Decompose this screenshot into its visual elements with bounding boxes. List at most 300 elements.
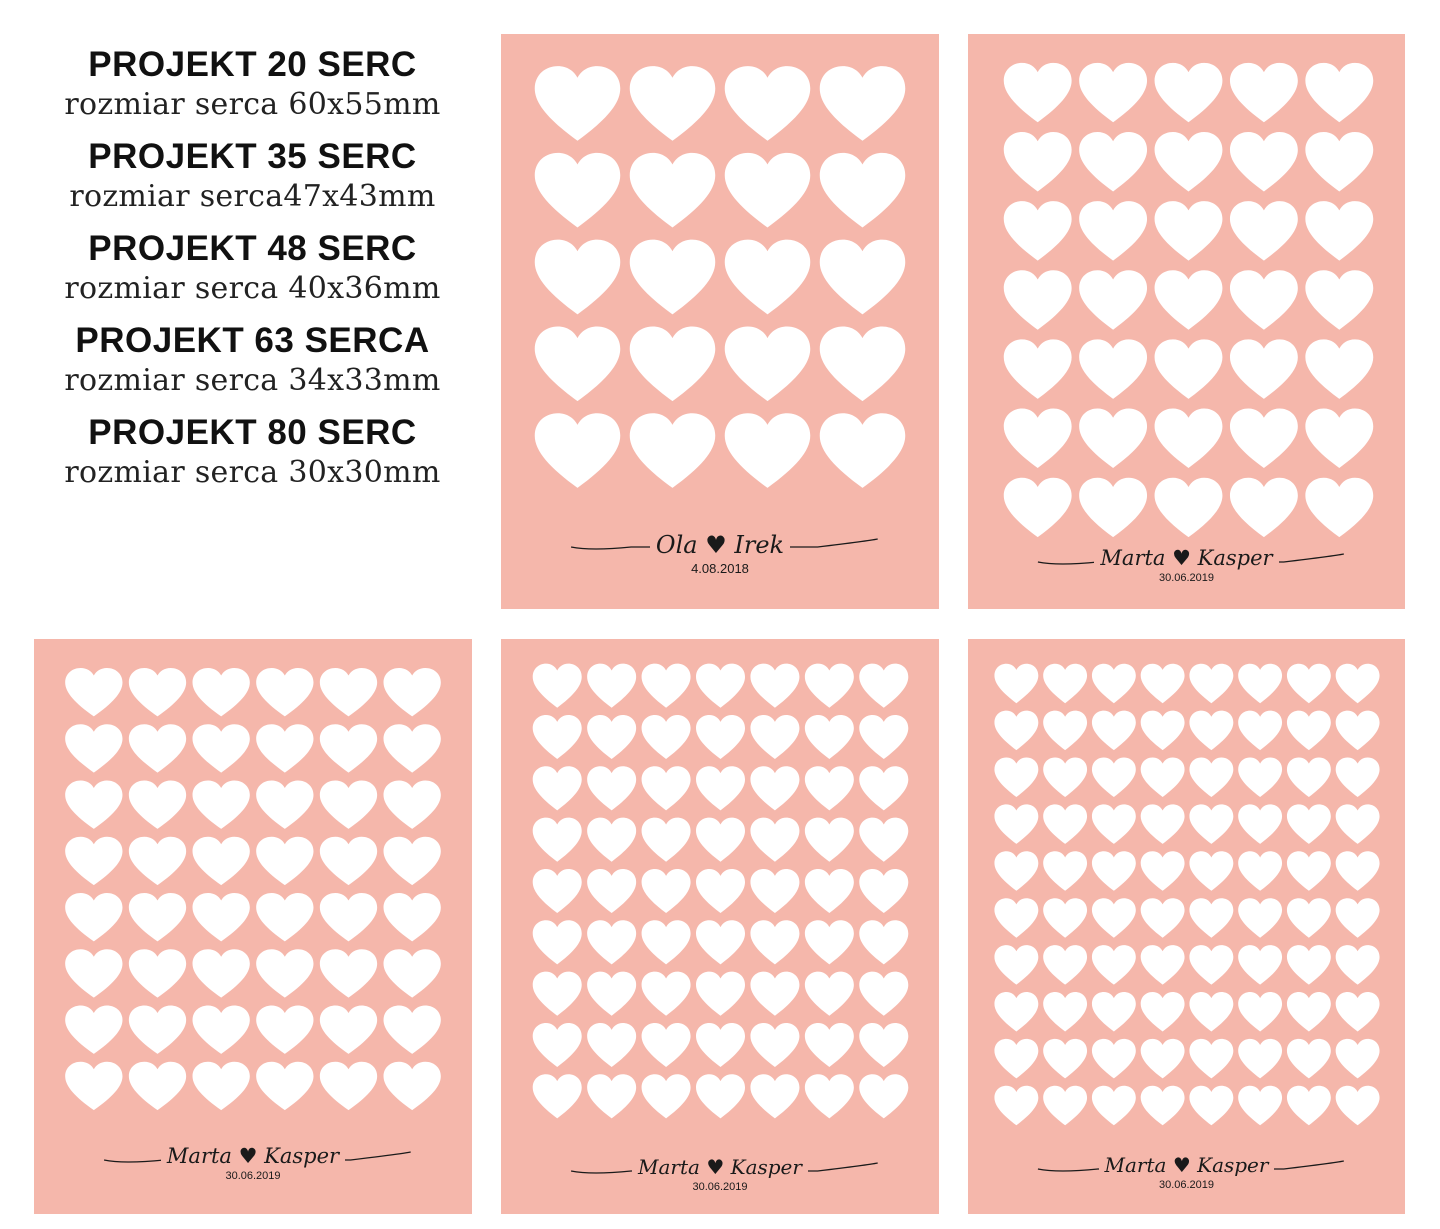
name-1: Marta	[166, 1144, 232, 1168]
name-1: Marta	[638, 1155, 700, 1179]
heart-shape	[1004, 478, 1072, 537]
heart-shape	[320, 780, 377, 828]
heart-shape	[1004, 63, 1072, 122]
heart-shape	[1155, 270, 1223, 329]
heart-shape	[256, 949, 313, 997]
heart-shape	[750, 920, 799, 964]
small-heart-icon: ♥	[705, 531, 727, 559]
heart-shape	[1238, 758, 1282, 797]
heart-shape	[859, 972, 908, 1016]
heart-shape	[1238, 664, 1282, 703]
heart-shape	[1287, 945, 1331, 984]
heart-shape	[1141, 851, 1185, 890]
heart-shape	[1305, 339, 1373, 398]
heart-shape	[1092, 758, 1136, 797]
heart-shape	[1189, 664, 1233, 703]
heart-shape	[320, 949, 377, 997]
heart-shape	[1230, 201, 1298, 260]
heart-shape	[256, 1062, 313, 1110]
heart-shape	[1305, 201, 1373, 260]
project-title: PROJEKT 48 SERC	[88, 229, 417, 268]
heart-shape	[1004, 339, 1072, 398]
heart-shape	[859, 869, 908, 913]
heart-shape	[193, 668, 250, 716]
couple-names	[161, 1144, 345, 1168]
heart-shape	[193, 724, 250, 772]
poster-20-hearts	[501, 34, 939, 609]
heart-shape	[750, 1074, 799, 1118]
heart-shape	[1141, 898, 1185, 937]
heart-shape	[805, 920, 854, 964]
heart-shape	[1092, 898, 1136, 937]
heart-shape	[805, 818, 854, 862]
name-2: Kasper	[1197, 546, 1273, 570]
heart-shape	[193, 949, 250, 997]
small-heart-icon: ♥	[238, 1144, 258, 1168]
heart-shape	[1079, 63, 1147, 122]
project-title: PROJEKT 35 SERC	[88, 137, 417, 176]
heart-shape	[994, 711, 1038, 750]
heart-shape	[750, 869, 799, 913]
heart-shape	[1141, 758, 1185, 797]
heart-shape	[1092, 851, 1136, 890]
heart-shape	[129, 837, 186, 885]
heart-shape	[1287, 1086, 1331, 1125]
heart-shape	[642, 664, 691, 708]
heart-shape	[994, 992, 1038, 1031]
heart-shape	[750, 715, 799, 759]
heart-shape	[820, 326, 906, 401]
heart-shape	[1092, 945, 1136, 984]
heart-shape	[1004, 409, 1072, 468]
project-35	[30, 136, 475, 216]
heart-shape	[805, 869, 854, 913]
signature	[34, 1144, 472, 1182]
heart-shape	[1155, 63, 1223, 122]
heart-shape	[1141, 945, 1185, 984]
heart-shape	[1092, 804, 1136, 843]
heart-shape	[1287, 898, 1331, 937]
heart-shape	[320, 893, 377, 941]
heart-shape	[1336, 1039, 1380, 1078]
heart-shape	[1079, 201, 1147, 260]
heart-shape	[129, 1062, 186, 1110]
heart-shape	[320, 1062, 377, 1110]
heart-shape	[193, 1062, 250, 1110]
heart-shape	[193, 780, 250, 828]
project-size: rozmiar serca 34x33mm	[64, 363, 441, 398]
heart-shape	[384, 724, 441, 772]
name-2: Kasper	[264, 1144, 340, 1168]
heart-shape	[805, 766, 854, 810]
heart-shape	[696, 818, 745, 862]
heart-shape	[1238, 1086, 1282, 1125]
heart-shape	[642, 1074, 691, 1118]
heart-shape	[1079, 132, 1147, 191]
heart-shape	[384, 1005, 441, 1053]
heart-shape	[820, 153, 906, 228]
heart-shape	[384, 1062, 441, 1110]
heart-shape	[587, 920, 636, 964]
name-2: Kasper	[1197, 1153, 1269, 1177]
project-title: PROJEKT 20 SERC	[88, 45, 417, 84]
heart-grid	[34, 639, 472, 1214]
heart-shape	[533, 972, 582, 1016]
wedding-date: 30.06.2019	[225, 1170, 281, 1182]
wedding-date: 30.06.2019	[1158, 1179, 1215, 1191]
heart-shape	[1336, 945, 1380, 984]
heart-shape	[1079, 339, 1147, 398]
heart-shape	[384, 949, 441, 997]
heart-shape	[1238, 945, 1282, 984]
heart-shape	[587, 715, 636, 759]
project-list	[30, 44, 475, 492]
couple-names	[1094, 546, 1278, 570]
heart-shape	[642, 869, 691, 913]
heart-shape	[696, 1074, 745, 1118]
heart-shape	[1141, 711, 1185, 750]
heart-shape	[587, 664, 636, 708]
heart-shape	[725, 153, 811, 228]
name-2: Irek	[734, 531, 785, 559]
heart-shape	[587, 972, 636, 1016]
heart-shape	[725, 66, 811, 141]
heart-shape	[1043, 1086, 1087, 1125]
name-2: Kasper	[730, 1155, 802, 1179]
heart-grid	[501, 639, 939, 1214]
heart-shape	[1287, 758, 1331, 797]
signature	[501, 531, 939, 576]
heart-shape	[384, 668, 441, 716]
heart-shape	[256, 893, 313, 941]
heart-shape	[859, 766, 908, 810]
heart-shape	[630, 413, 716, 488]
project-48	[30, 228, 475, 308]
heart-shape	[1336, 851, 1380, 890]
heart-shape	[725, 326, 811, 401]
poster-48-hearts	[34, 639, 472, 1214]
project-size: rozmiar serca47x43mm	[69, 179, 436, 214]
heart-shape	[533, 818, 582, 862]
heart-grid	[968, 639, 1405, 1214]
heart-shape	[1043, 804, 1087, 843]
heart-shape	[1004, 270, 1072, 329]
heart-shape	[535, 66, 621, 141]
heart-shape	[65, 1062, 122, 1110]
heart-shape	[320, 724, 377, 772]
heart-shape	[129, 724, 186, 772]
heart-shape	[320, 837, 377, 885]
heart-shape	[320, 668, 377, 716]
heart-shape	[750, 818, 799, 862]
project-20	[30, 44, 475, 124]
heart-shape	[1189, 851, 1233, 890]
heart-shape	[1092, 711, 1136, 750]
heart-shape	[65, 837, 122, 885]
heart-shape	[384, 780, 441, 828]
heart-shape	[642, 715, 691, 759]
heart-shape	[630, 66, 716, 141]
heart-shape	[65, 668, 122, 716]
heart-shape	[805, 664, 854, 708]
heart-shape	[65, 724, 122, 772]
heart-shape	[696, 920, 745, 964]
heart-shape	[1305, 409, 1373, 468]
heart-shape	[1287, 804, 1331, 843]
heart-shape	[994, 851, 1038, 890]
heart-shape	[1305, 132, 1373, 191]
heart-shape	[256, 724, 313, 772]
heart-shape	[587, 766, 636, 810]
heart-shape	[1141, 804, 1185, 843]
heart-shape	[533, 1023, 582, 1067]
poster-80-hearts	[968, 639, 1405, 1214]
signature	[968, 1153, 1405, 1191]
heart-shape	[1336, 711, 1380, 750]
heart-shape	[1043, 945, 1087, 984]
project-80	[30, 412, 475, 492]
small-heart-icon: ♥	[1172, 546, 1191, 570]
heart-shape	[1155, 478, 1223, 537]
heart-shape	[1238, 992, 1282, 1031]
heart-shape	[1230, 63, 1298, 122]
heart-shape	[256, 668, 313, 716]
wedding-date: 4.08.2018	[691, 561, 749, 576]
heart-shape	[820, 240, 906, 315]
heart-shape	[642, 1023, 691, 1067]
heart-shape	[1305, 63, 1373, 122]
heart-shape	[193, 837, 250, 885]
project-63	[30, 320, 475, 400]
heart-shape	[859, 715, 908, 759]
heart-shape	[587, 869, 636, 913]
heart-shape	[630, 153, 716, 228]
heart-shape	[129, 668, 186, 716]
heart-shape	[193, 893, 250, 941]
couple-names	[632, 1155, 808, 1179]
heart-shape	[994, 945, 1038, 984]
heart-shape	[725, 240, 811, 315]
heart-shape	[1155, 339, 1223, 398]
signature	[501, 1155, 939, 1193]
heart-shape	[642, 818, 691, 862]
heart-shape	[1336, 804, 1380, 843]
heart-shape	[1336, 992, 1380, 1031]
heart-shape	[750, 972, 799, 1016]
heart-shape	[1043, 898, 1087, 937]
heart-shape	[65, 780, 122, 828]
heart-shape	[1079, 270, 1147, 329]
heart-shape	[1230, 478, 1298, 537]
heart-shape	[1230, 270, 1298, 329]
heart-shape	[696, 715, 745, 759]
heart-shape	[1043, 664, 1087, 703]
heart-shape	[859, 1074, 908, 1118]
heart-shape	[256, 780, 313, 828]
heart-shape	[535, 240, 621, 315]
heart-shape	[587, 1023, 636, 1067]
heart-shape	[859, 664, 908, 708]
heart-grid	[501, 34, 939, 609]
heart-shape	[1189, 1039, 1233, 1078]
heart-shape	[65, 949, 122, 997]
heart-shape	[256, 1005, 313, 1053]
heart-shape	[1189, 1086, 1233, 1125]
couple-names	[650, 531, 790, 559]
heart-shape	[696, 1023, 745, 1067]
heart-shape	[256, 837, 313, 885]
heart-grid	[968, 34, 1405, 609]
heart-shape	[750, 664, 799, 708]
heart-shape	[1230, 339, 1298, 398]
heart-shape	[1155, 201, 1223, 260]
poster-63-hearts	[501, 639, 939, 1214]
heart-shape	[535, 413, 621, 488]
heart-shape	[533, 920, 582, 964]
heart-shape	[696, 664, 745, 708]
small-heart-icon: ♥	[706, 1155, 725, 1179]
project-size: rozmiar serca 60x55mm	[64, 87, 441, 122]
heart-shape	[1141, 1039, 1185, 1078]
heart-shape	[994, 898, 1038, 937]
heart-shape	[1092, 664, 1136, 703]
heart-shape	[1189, 804, 1233, 843]
heart-shape	[1238, 898, 1282, 937]
heart-shape	[1141, 1086, 1185, 1125]
heart-shape	[1189, 898, 1233, 937]
heart-shape	[750, 1023, 799, 1067]
heart-shape	[1004, 132, 1072, 191]
heart-shape	[1336, 664, 1380, 703]
heart-shape	[320, 1005, 377, 1053]
heart-shape	[994, 758, 1038, 797]
heart-shape	[642, 972, 691, 1016]
heart-shape	[129, 780, 186, 828]
heart-shape	[384, 893, 441, 941]
heart-shape	[630, 326, 716, 401]
heart-shape	[533, 1074, 582, 1118]
heart-shape	[1230, 132, 1298, 191]
heart-shape	[533, 766, 582, 810]
heart-shape	[65, 893, 122, 941]
heart-shape	[1287, 1039, 1331, 1078]
heart-shape	[1043, 1039, 1087, 1078]
heart-shape	[1336, 1086, 1380, 1125]
heart-shape	[1043, 711, 1087, 750]
heart-shape	[1141, 992, 1185, 1031]
wedding-date: 30.06.2019	[692, 1181, 748, 1193]
heart-shape	[1238, 804, 1282, 843]
heart-shape	[1043, 758, 1087, 797]
heart-shape	[630, 240, 716, 315]
heart-shape	[1189, 945, 1233, 984]
heart-shape	[1043, 992, 1087, 1031]
heart-shape	[994, 664, 1038, 703]
heart-shape	[1155, 132, 1223, 191]
name-1: Ola	[655, 531, 698, 559]
heart-shape	[642, 920, 691, 964]
heart-shape	[1305, 478, 1373, 537]
heart-shape	[859, 1023, 908, 1067]
heart-shape	[1155, 409, 1223, 468]
heart-shape	[696, 766, 745, 810]
heart-shape	[1092, 992, 1136, 1031]
heart-shape	[750, 766, 799, 810]
heart-shape	[1092, 1039, 1136, 1078]
heart-shape	[587, 818, 636, 862]
heart-shape	[642, 766, 691, 810]
heart-shape	[535, 326, 621, 401]
heart-shape	[1004, 201, 1072, 260]
name-1: Marta	[1104, 1153, 1167, 1177]
heart-shape	[1287, 851, 1331, 890]
heart-shape	[129, 893, 186, 941]
heart-shape	[587, 1074, 636, 1118]
heart-shape	[994, 804, 1038, 843]
heart-shape	[129, 949, 186, 997]
heart-shape	[820, 413, 906, 488]
heart-shape	[805, 715, 854, 759]
heart-shape	[725, 413, 811, 488]
heart-shape	[805, 1074, 854, 1118]
heart-shape	[1141, 664, 1185, 703]
heart-shape	[1305, 270, 1373, 329]
heart-shape	[994, 1039, 1038, 1078]
heart-shape	[820, 66, 906, 141]
heart-shape	[1238, 1039, 1282, 1078]
heart-shape	[859, 818, 908, 862]
heart-shape	[1092, 1086, 1136, 1125]
heart-shape	[1287, 992, 1331, 1031]
heart-shape	[1189, 758, 1233, 797]
heart-shape	[1189, 711, 1233, 750]
heart-shape	[384, 837, 441, 885]
project-title: PROJEKT 80 SERC	[88, 413, 417, 452]
heart-shape	[1043, 851, 1087, 890]
poster-35-hearts	[968, 34, 1405, 609]
name-1: Marta	[1100, 546, 1166, 570]
heart-shape	[805, 1023, 854, 1067]
small-heart-icon: ♥	[1172, 1153, 1191, 1177]
heart-shape	[994, 1086, 1038, 1125]
couple-names	[1099, 1153, 1275, 1177]
heart-shape	[1287, 711, 1331, 750]
heart-shape	[193, 1005, 250, 1053]
heart-shape	[1079, 409, 1147, 468]
heart-shape	[1336, 758, 1380, 797]
wedding-date: 30.06.2019	[1158, 572, 1215, 584]
heart-shape	[1287, 664, 1331, 703]
heart-shape	[696, 972, 745, 1016]
heart-shape	[533, 664, 582, 708]
heart-shape	[533, 869, 582, 913]
heart-shape	[859, 920, 908, 964]
heart-shape	[696, 869, 745, 913]
heart-shape	[535, 153, 621, 228]
heart-shape	[1238, 711, 1282, 750]
heart-shape	[1230, 409, 1298, 468]
heart-shape	[1079, 478, 1147, 537]
project-size: rozmiar serca 30x30mm	[64, 455, 441, 490]
heart-shape	[129, 1005, 186, 1053]
project-size: rozmiar serca 40x36mm	[64, 271, 441, 306]
project-title: PROJEKT 63 SERCA	[75, 321, 430, 360]
heart-shape	[533, 715, 582, 759]
heart-shape	[65, 1005, 122, 1053]
heart-shape	[1189, 992, 1233, 1031]
signature	[968, 546, 1405, 584]
heart-shape	[1238, 851, 1282, 890]
